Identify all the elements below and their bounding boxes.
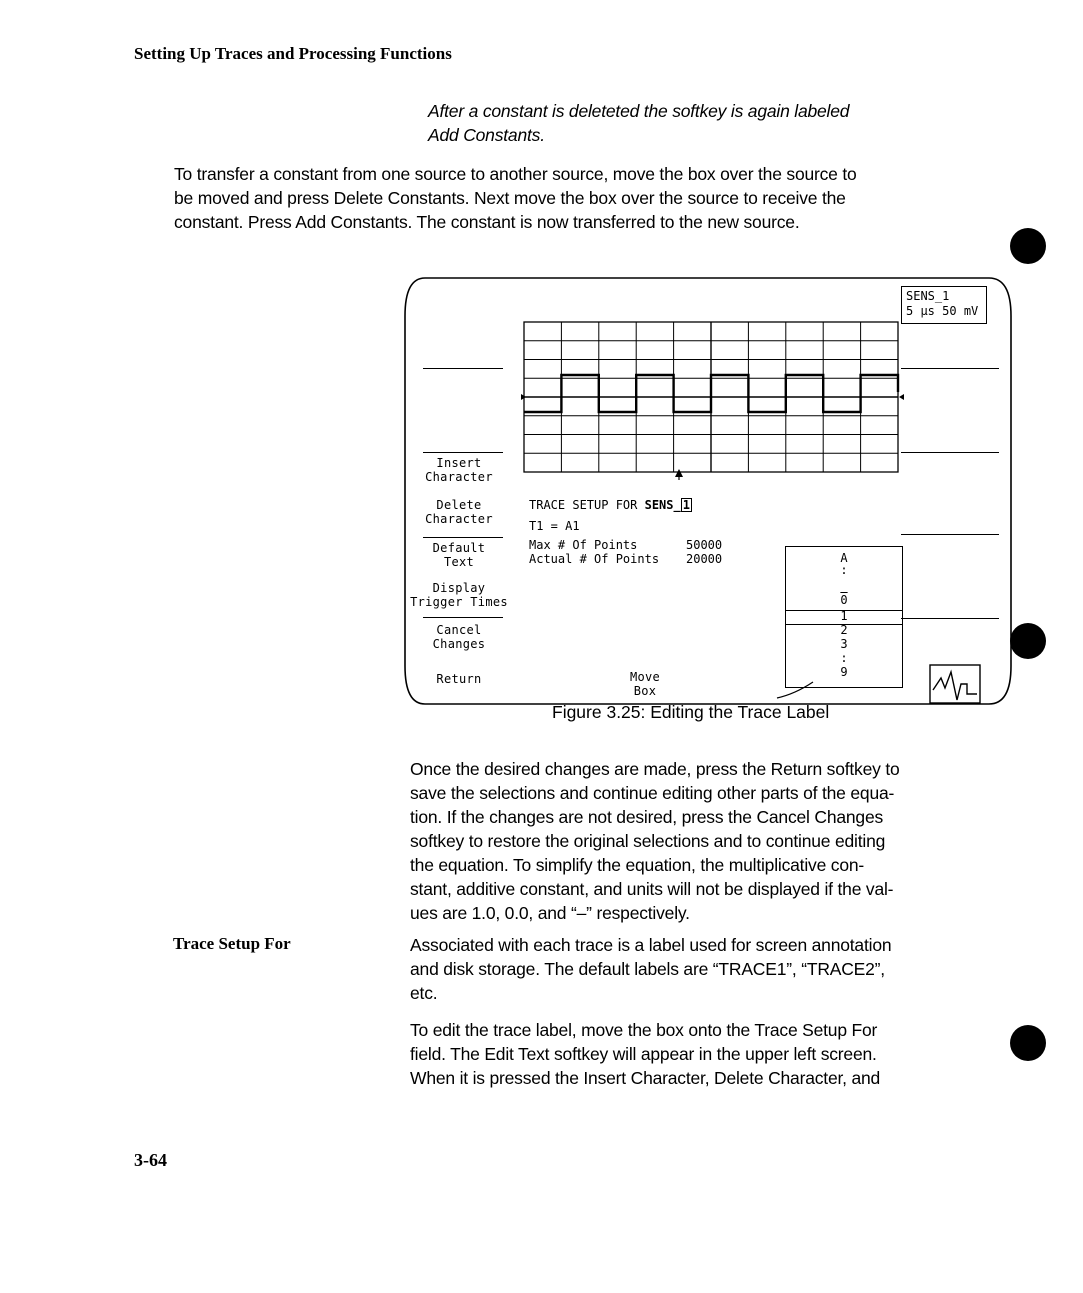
binder-hole: [1010, 623, 1046, 659]
softkey-label: Trigger Times: [410, 595, 508, 609]
softkey-label: Display: [432, 581, 486, 595]
display-trigger-times-softkey[interactable]: [403, 581, 515, 609]
max-points-label: Max # Of Points: [529, 538, 638, 552]
paragraph-line: save the selections and continue editing other parts of the equa-: [410, 783, 895, 803]
paragraph-line: stant, additive constant, and units will not be displayed if the val-: [410, 879, 894, 899]
paragraph-line: Once the desired changes are made, press the Return softkey to: [410, 759, 900, 779]
softkey-label: Character: [425, 512, 493, 526]
actual-points-value: 20000: [686, 552, 723, 566]
chooser-item-selected[interactable]: 1: [840, 609, 848, 623]
status-box: [901, 286, 987, 324]
softkey-label: Cancel: [436, 623, 482, 637]
italic-note-line: After a constant is deleteted the softkey is again labeled: [428, 101, 850, 121]
waveform-graticule: [521, 320, 905, 480]
softkey-divider: [901, 368, 999, 369]
status-scale: [906, 304, 978, 319]
softkey-divider: [901, 618, 999, 619]
chooser-ellipsis: :: [840, 563, 848, 577]
default-text-softkey[interactable]: [409, 541, 509, 569]
trace-setup-line: [529, 498, 692, 513]
running-header: Setting Up Traces and Processing Functions: [134, 44, 452, 63]
paragraph-line: and disk storage. The default labels are “TRACE1”, “TRACE2”,: [410, 959, 885, 979]
paragraph-line: softkey to restore the original selections and to continue editing: [410, 831, 886, 851]
paragraph-line: field. The Edit Text softkey will appear in the upper left screen.: [410, 1044, 877, 1064]
softkey-divider: [423, 452, 503, 453]
paragraph-line: When it is pressed the Insert Character, Delete Character, and: [410, 1068, 881, 1088]
waveform-icon: [929, 664, 981, 704]
chooser-ellipsis: :: [840, 651, 848, 665]
softkey-label: Default: [432, 541, 486, 555]
move-box-softkey[interactable]: [603, 670, 687, 698]
softkey-divider: [901, 534, 999, 535]
trace-name-field[interactable]: SENS_: [644, 498, 681, 512]
delete-character-softkey[interactable]: [409, 498, 509, 526]
text-cursor-box[interactable]: 1: [682, 498, 690, 512]
screen-figure: [403, 276, 1015, 706]
section-paragraph: [410, 933, 891, 1005]
softkey-divider: [423, 617, 503, 618]
paragraph-line: tion. If the changes are not desired, press the Cancel Changes: [410, 807, 884, 827]
paragraph-line: Associated with each trace is a label used for screen annotation: [410, 935, 892, 955]
page-number: 3-64: [134, 1150, 167, 1170]
return-paragraph: [410, 757, 900, 925]
max-points-value: 50000: [686, 538, 723, 552]
figure-caption: Figure 3.25: Editing the Trace Label: [552, 702, 830, 722]
binder-hole: [1010, 1025, 1046, 1061]
character-chooser[interactable]: [785, 546, 903, 688]
section-paragraph: [410, 1018, 880, 1090]
transfer-paragraph: [174, 162, 857, 234]
paragraph-line: the equation. To simplify the equation, the multiplicative con-: [410, 855, 865, 875]
softkey-divider: [423, 368, 503, 369]
softkey-label: Changes: [432, 637, 486, 651]
status-timebase: 5 µs: [906, 304, 935, 318]
binder-hole: [1010, 228, 1046, 264]
paragraph-line: To transfer a constant from one source to another source, move the box over the source to: [174, 164, 857, 184]
paragraph-line: ues are 1.0, 0.0, and “–” respectively.: [410, 903, 690, 923]
actual-points-label: Actual # Of Points: [529, 552, 660, 566]
paragraph-line: constant. Press Add Constants. The constant is now transferred to the new source.: [174, 212, 800, 232]
softkey-label: Insert: [436, 456, 482, 470]
section-heading: Trace Setup For: [173, 934, 291, 953]
paragraph-line: be moved and press Delete Constants. Next move the box over the source to receive the: [174, 188, 846, 208]
paragraph-line: To edit the trace label, move the box onto the Trace Setup For: [410, 1020, 878, 1040]
softkey-divider: [901, 452, 999, 453]
softkey-label: Move: [629, 670, 661, 684]
softkey-label: Text: [443, 555, 475, 569]
softkey-label: Delete: [436, 498, 482, 512]
softkey-label: Box: [633, 684, 657, 698]
chooser-item[interactable]: 2: [840, 623, 848, 637]
softkey-divider: [423, 537, 503, 538]
status-channel: SENS_1: [906, 289, 950, 303]
status-volts: 50 mV: [942, 304, 979, 318]
paragraph-line: etc.: [410, 983, 438, 1003]
chooser-item[interactable]: 9: [840, 665, 848, 679]
cancel-changes-softkey[interactable]: [409, 623, 509, 651]
chooser-item[interactable]: 0: [840, 593, 848, 607]
trace-equation: T1 = A1: [529, 519, 580, 533]
softkey-label: Character: [425, 470, 493, 484]
italic-note: [428, 99, 849, 147]
chooser-item[interactable]: A: [840, 551, 848, 565]
insert-character-softkey[interactable]: [409, 456, 509, 484]
italic-note-line: Add Constants.: [428, 125, 545, 145]
chooser-item[interactable]: 3: [840, 637, 848, 651]
trace-setup-title: TRACE SETUP FOR: [529, 498, 638, 512]
return-softkey[interactable]: Return: [436, 672, 482, 686]
